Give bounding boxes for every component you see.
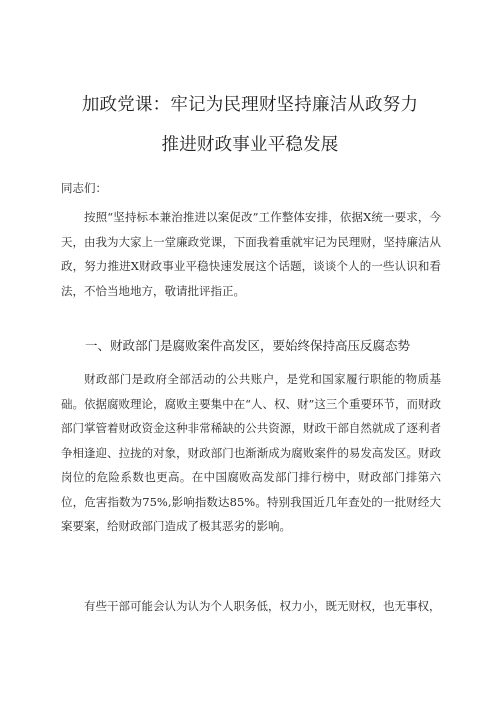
document-title-line-2: 推进财政事业平稳发展 xyxy=(161,135,339,155)
document-title-line-1: 加政党课：牢记为民理财坚持廉洁从政努力 xyxy=(81,95,419,115)
section-heading-1: 一、财政部门是腐败案件高发区，要始终保持高压反腐态势 xyxy=(85,338,411,353)
paragraph-intro: 按照“坚持标本兼治推进以案促改”工作整体安排，依据X统一要求，今天，由我为大家上一堂廉政党课，下面我着重就牢记为民理财，坚持廉洁从政，努力推进X财政事业平稳快速发展这个话题，谈谈个人的一些认识和看法，不恰当地地方，敬请批评指正。 xyxy=(61,210,441,298)
paragraph-section-1-continued: 有些干部可能会认为认为个人职务低，权力小，既无财权，也无事权， xyxy=(84,599,441,613)
salutation: 同志们： xyxy=(61,181,107,195)
paragraph-section-1: 财政部门是政府全部活动的公共账户，是党和国家履行职能的物质基础。依据腐败理论，腐败主要集中在“人、权、财”这三个重要环节，而财政部门掌管着财政资金这种非常稀缺的公共资源，财政干部自然就成了逐利者争相逢迎、拉拢的对象，财政部门也渐渐成为腐败案件的易发高发区。财政岗位的危险系数也更高。在中国腐败高发部门排行榜中，财政部门排第六位，危害指数为75%,影响指数达85%。特别我国近几年查处的一批财经大案要案，给财政部门造成了极其恶劣的影响。 xyxy=(61,372,441,533)
